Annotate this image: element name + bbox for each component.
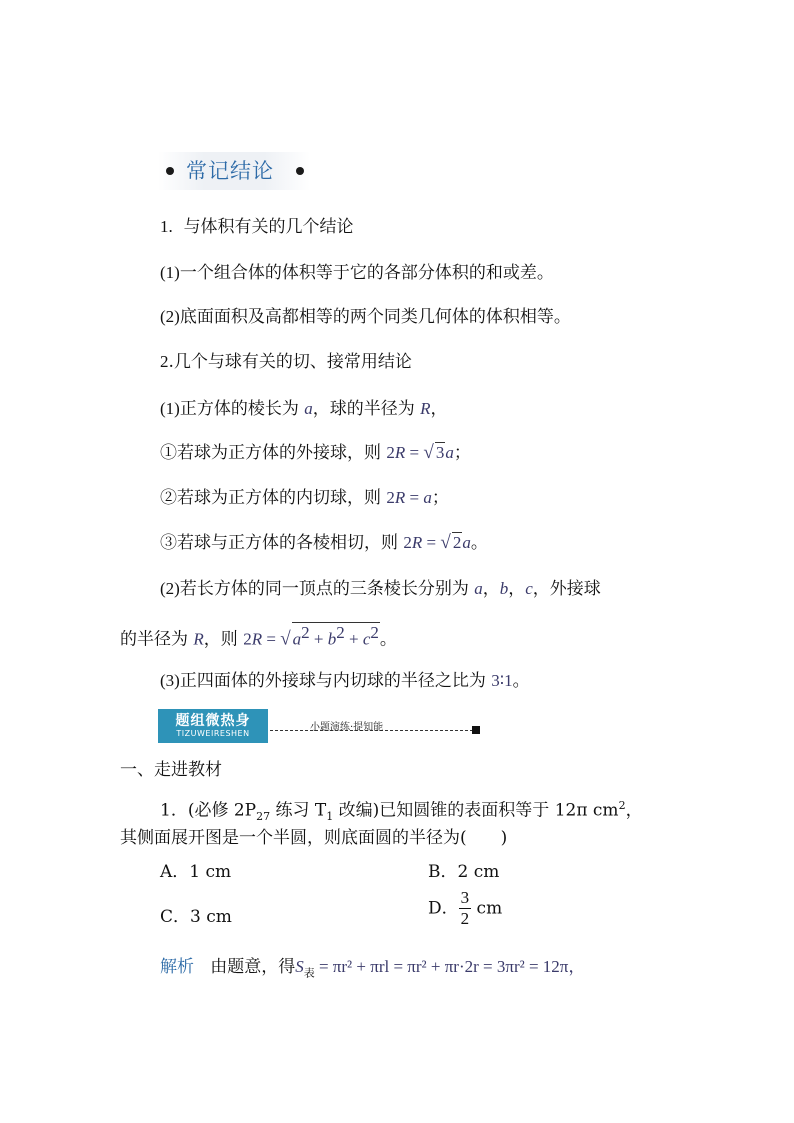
var-a: a xyxy=(292,629,302,649)
heading-2-number: 2 xyxy=(160,352,169,371)
fraction-numerator: 3 xyxy=(460,888,470,907)
question-1-text-c: 改编)已知圆锥的表面积等于 12π cm xyxy=(333,800,619,821)
section-title-box xyxy=(158,152,310,190)
exercise-heading: 一、走进教材 xyxy=(120,760,222,780)
exponent: 2 xyxy=(336,623,345,642)
question-1-text-a: 1．(必修 2P xyxy=(160,800,257,821)
case-1-text-b: ，球的半径为 xyxy=(312,399,415,419)
circled-three: ③ xyxy=(160,533,177,553)
question-1-text-d: ， xyxy=(625,800,643,821)
var-a: a xyxy=(445,443,454,462)
para-1-text: 一个组合体的体积等于它的各部分体积的和或差。 xyxy=(179,263,554,283)
var-s: S xyxy=(295,957,304,976)
option-d[interactable] xyxy=(428,888,502,929)
var-r: R xyxy=(394,443,406,462)
radical-sign: √ xyxy=(440,532,451,553)
solution-text: 由题意，得 xyxy=(210,957,296,977)
case-3 xyxy=(160,669,530,693)
radical-sign: √ xyxy=(423,442,434,463)
plus: + xyxy=(344,629,363,649)
heading-2-text: .几个与球有关的切、接常用结论 xyxy=(168,352,412,372)
condition-1-text: 若球为正方体的外接球，则 xyxy=(177,443,381,463)
heading-1-number: 1. xyxy=(160,217,173,236)
banner-badge-title: 题组微热身 xyxy=(175,713,251,729)
solution-expression: = πr² + πrl = πr² + πr·2r = 3πr² = 12π， xyxy=(314,957,586,976)
var-b: b xyxy=(327,629,337,649)
case-1-text-c: ， xyxy=(430,399,448,419)
condition-1 xyxy=(160,441,471,465)
coef-two: 2 xyxy=(386,488,395,507)
option-a[interactable]: A．1 cm xyxy=(160,862,232,882)
question-1-text-b: 练习 T xyxy=(270,800,327,821)
condition-3-end: 。 xyxy=(470,533,488,553)
radicand-expression xyxy=(292,622,380,650)
separator: ， xyxy=(508,579,526,599)
exercise-banner xyxy=(158,709,488,743)
para-2-text: 底面面积及高都相等的两个同类几何体的体积相等。 xyxy=(179,307,571,327)
var-r: R xyxy=(411,533,423,552)
bullet-right xyxy=(296,167,304,175)
banner-caption: 小题演练·提知能 xyxy=(310,722,384,733)
option-b[interactable]: B．2 cm xyxy=(428,862,500,882)
page-subscript: 27 xyxy=(256,810,271,824)
coef-two: 2 xyxy=(403,533,412,552)
var-c: c xyxy=(362,629,371,649)
case-2-line-2 xyxy=(120,622,397,652)
radicand: 3 xyxy=(435,443,445,462)
circled-one: ① xyxy=(160,443,177,463)
para-2-number: (2) xyxy=(160,307,180,326)
var-a: a xyxy=(304,399,313,418)
var-r: R xyxy=(251,629,263,649)
case-2-end: 。 xyxy=(379,629,397,650)
var-a: a xyxy=(462,533,471,552)
heading-1-text: 与体积有关的几个结论 xyxy=(183,217,354,237)
exercise-subscript: 1 xyxy=(326,810,334,824)
separator: ， xyxy=(482,579,500,599)
condition-2-text: 若球为正方体的内切球，则 xyxy=(177,488,381,508)
banner-badge xyxy=(158,709,268,743)
condition-2-end: ； xyxy=(431,488,449,508)
equals: = xyxy=(405,443,424,462)
heading-2 xyxy=(160,350,412,374)
banner-badge-subtitle: TIZUWEIRESHEN xyxy=(176,729,250,738)
var-r: R xyxy=(193,629,204,649)
case-2-text-c: 的半径为 xyxy=(120,629,188,650)
case-2-text-d: ，则 xyxy=(203,629,238,650)
option-c[interactable]: C．3 cm xyxy=(160,907,232,927)
case-2-number: (2) xyxy=(160,579,180,598)
ratio-value: 3∶1 xyxy=(491,671,513,690)
para-1 xyxy=(160,261,554,285)
var-r: R xyxy=(420,399,431,418)
radical-sign: √ xyxy=(280,628,291,650)
solution-line xyxy=(160,955,585,985)
case-2-text-b: ，外接球 xyxy=(532,579,601,599)
coef-two: 2 xyxy=(243,629,252,649)
fraction-denominator: 2 xyxy=(460,909,470,928)
radicand: 2 xyxy=(452,533,462,552)
surface-subscript: 表 xyxy=(303,966,315,980)
var-a: a xyxy=(474,579,483,598)
case-1-number: (1) xyxy=(160,399,180,418)
case-3-text: 正四面体的外接球与内切球的半径之比为 xyxy=(179,671,486,691)
case-1 xyxy=(160,397,448,421)
condition-3-text: 若球与正方体的各棱相切，则 xyxy=(177,533,398,553)
condition-3 xyxy=(160,531,488,555)
case-2-text-a: 若长方体的同一顶点的三条棱长分别为 xyxy=(179,579,469,599)
question-1-line-2: 其侧面展开图是一个半圆，则底面圆的半径为( ) xyxy=(120,828,508,848)
bullet-left xyxy=(166,167,174,175)
condition-2 xyxy=(160,486,449,510)
equals: = xyxy=(262,629,281,649)
option-d-unit: cm xyxy=(471,898,503,919)
case-3-number: (3) xyxy=(160,671,180,690)
option-d-label: D． xyxy=(428,898,459,919)
section-title: 常记结论 xyxy=(186,159,274,183)
exponent: 2 xyxy=(301,623,310,642)
case-1-text-a: 正方体的棱长为 xyxy=(179,399,299,419)
var-r: R xyxy=(394,488,406,507)
para-1-number: (1) xyxy=(160,263,180,282)
question-1-line-1 xyxy=(160,794,643,829)
heading-1 xyxy=(160,215,354,239)
var-a: a xyxy=(423,488,432,507)
var-c: c xyxy=(525,579,533,598)
case-3-end: 。 xyxy=(512,671,530,691)
var-b: b xyxy=(499,579,509,598)
plus: + xyxy=(309,629,328,649)
case-2-line-1 xyxy=(160,577,601,601)
option-d-fraction xyxy=(459,888,472,929)
exponent: 2 xyxy=(370,623,379,642)
coef-two: 2 xyxy=(386,443,395,462)
solution-label: 解析 xyxy=(160,957,194,977)
para-2 xyxy=(160,305,571,329)
banner-end-square xyxy=(472,726,480,734)
circled-two: ② xyxy=(160,488,177,508)
unit-exponent: 2 xyxy=(618,799,626,812)
equals: = xyxy=(405,488,424,507)
equals: = xyxy=(422,533,441,552)
condition-1-end: ； xyxy=(453,443,471,463)
